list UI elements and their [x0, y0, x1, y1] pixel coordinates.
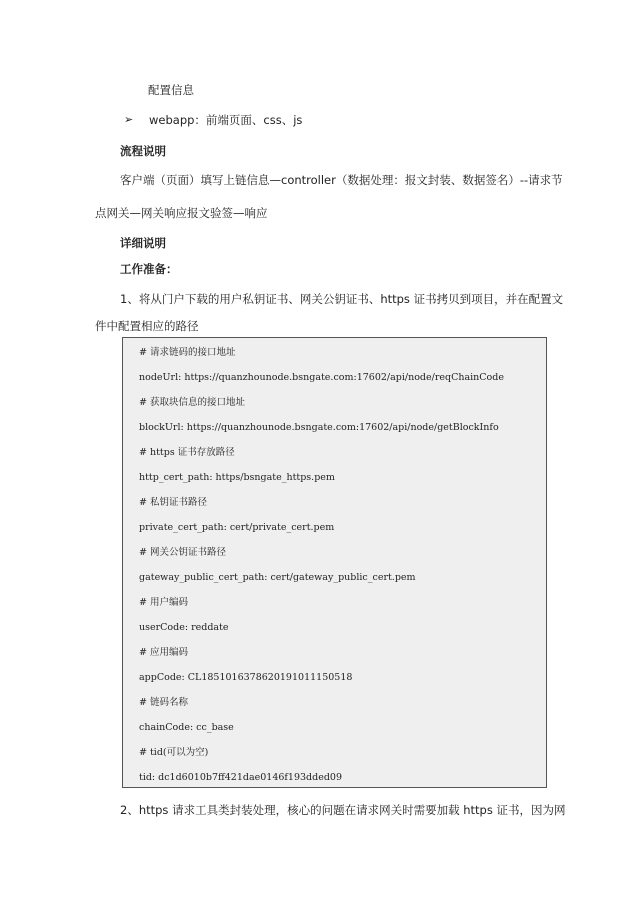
code-line: # https 证书存放路径: [139, 447, 235, 458]
code-line: private_cert_path: cert/private_cert.pem: [139, 522, 335, 533]
code-line: # tid(可以为空): [139, 747, 209, 758]
code-line: # 用户编码: [139, 597, 188, 608]
config-info-text: 配置信息: [148, 83, 194, 97]
detail-heading: 详细说明: [120, 236, 166, 250]
config-code-block: [122, 337, 547, 788]
flow-heading: 流程说明: [120, 144, 166, 158]
code-line: # 网关公钥证书路径: [139, 547, 226, 558]
code-line: # 应用编码: [139, 647, 188, 658]
bullet-webapp-text: webapp：前端页面、css、js: [149, 113, 303, 127]
code-line: nodeUrl: https://quanzhounode.bsngate.com:17602/api/node/reqChainCode: [139, 372, 504, 383]
code-line: gateway_public_cert_path: cert/gateway_public_cert.pem: [139, 572, 416, 583]
code-line: http_cert_path: https/bsngate_https.pem: [139, 472, 335, 483]
code-line: # 获取块信息的接口地址: [139, 397, 245, 408]
code-line: # 私钥证书路径: [139, 497, 207, 508]
code-line: chainCode: cc_base: [139, 722, 234, 733]
code-line: tid: dc1d6010b7ff421dae0146f193dded09: [139, 772, 343, 783]
step2-text: 2、https 请求工具类封装处理，核心的问题在请求网关时需要加载 https 证书，因为网: [120, 803, 566, 817]
code-line: appCode: CL1851016378620191011150518: [139, 672, 353, 683]
code-line: userCode: reddate: [139, 622, 229, 633]
prep-heading: 工作准备：: [120, 262, 178, 276]
step1-text-line-1: 1、将从门户下载的用户私钥证书、网关公钥证书、https 证书拷贝到项目，并在配置文: [120, 292, 564, 306]
flow-text-line-1: 客户端（页面）填写上链信息—controller（数据处理：报文封装、数据签名）--请求节: [120, 173, 563, 187]
step1-text-line-2: 件中配置相应的路径: [95, 319, 199, 333]
code-line: blockUrl: https://quanzhounode.bsngate.com:17602/api/node/getBlockInfo: [139, 422, 499, 433]
code-line: # 请求链码的接口地址: [139, 347, 236, 358]
arrow-bullet-icon: ➢: [124, 113, 134, 126]
flow-text-line-2: 点网关—网关响应报文验签—响应: [95, 206, 268, 220]
code-line: # 链码名称: [139, 697, 188, 708]
